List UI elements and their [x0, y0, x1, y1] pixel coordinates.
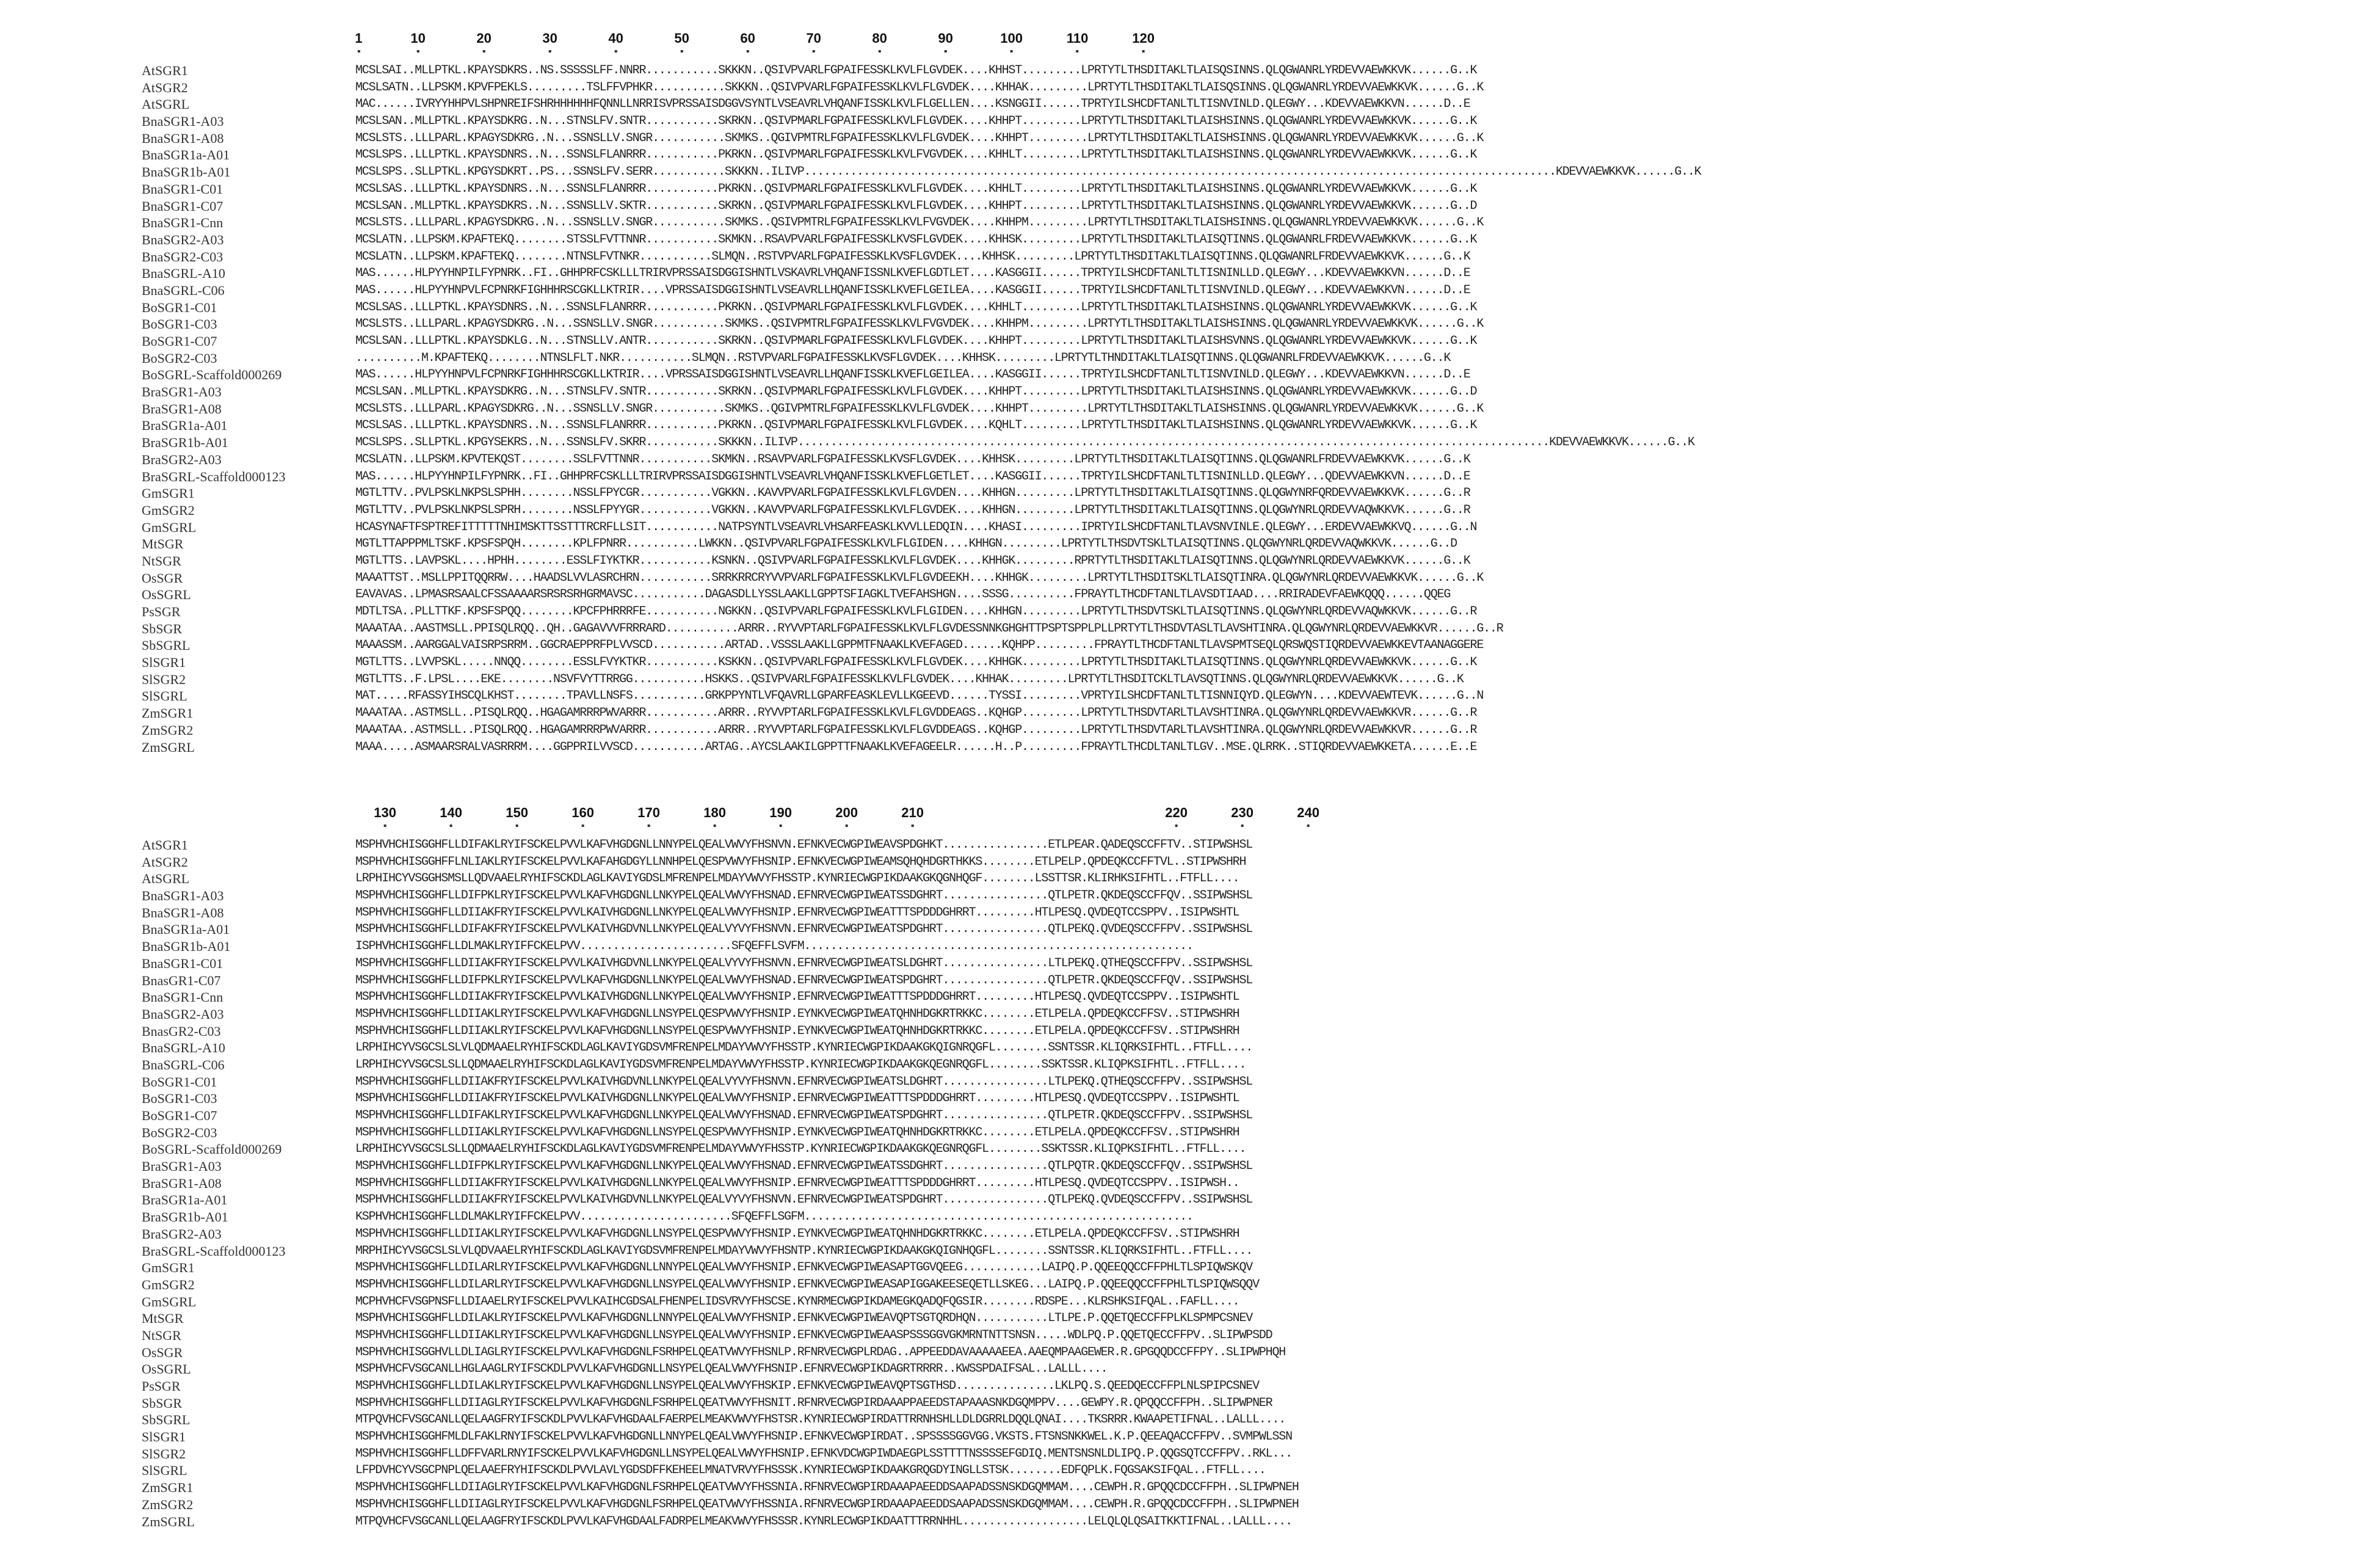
- sequence-label: BnaSGR1-C01: [142, 955, 223, 971]
- ruler-tick: 210: [901, 805, 924, 820]
- sequence-residues: MGTLTTV..PVLPSKLNKPSLSPHH........NSSLFPYCGR...........VGKKN..KAVVPVARLFGPAIFESSKLKVLFLGVDEN....KHHGN.........LPRTYTLTHSDITAKLTLAISQTINNS.QLQGWYNRFQRDEVVAEWKKVK......G..R: [355, 486, 1470, 501]
- ruler-tick: 230: [1231, 805, 1253, 820]
- sequence-residues: ISPHVHCHISGGHFLLDLMAKLRYIFFCKELPVV.......................SFQEFFLSVFM...........................................................: [355, 939, 1193, 954]
- sequence-residues: MSPHVHCHISGGHFLLDFFVARLRNYIFSCKELPVVLKAFVHGDGNLLNSYPELQEALVWVYFHSNIP.EFNKVDCWGPIWDAEGPLSSTTTTNSSSSEFGDIQ.MENTSNSNLDLIPQ.P.QQGSQTCCFFPV..RKL...: [355, 1446, 1292, 1461]
- alignment-row: [0, 1107, 2380, 1124]
- ruler-tick: 20: [476, 31, 492, 46]
- alignment-row: [0, 536, 2380, 553]
- sequence-label: AtSGR1: [142, 837, 188, 853]
- sequence-label: BraSGR1-A08: [142, 401, 222, 417]
- alignment-row: [0, 586, 2380, 603]
- sequence-residues: MAT.....RFASSYIHSCQLKHST........TPAVLLNSFS...........GRKPPYNTLVFQAVRLLGPARFEASKLEVLLKGEEVD......TYSSI.........VPRTYILSHCDFTANLTLTISNNIQYD.QLEGWYN....KDEVVAEWTEVK......G..N: [355, 689, 1484, 704]
- sequence-label: SbSGRL: [142, 638, 190, 653]
- sequence-label: ZmSGR1: [142, 705, 194, 721]
- sequence-label: BnaSGRL-A10: [142, 1040, 225, 1056]
- alignment-row: [0, 1310, 2380, 1327]
- sequence-label: SbSGR: [142, 1395, 183, 1411]
- sequence-label: SlSGR1: [142, 1429, 186, 1445]
- alignment-row: [0, 130, 2380, 147]
- sequence-residues: MSPHVHCHISGGHFMLDLFAKLRNYIFSCKELPVVLKAFVHGDGNLLNNYPELQEALVWVYFHSNIP.EFNKVECWGPIRDAT..SPSSSSGGVGG.VKSTS.FTSNSNKKWEL.K.P.QEEAQACCFFPV..SVMPWLSSN: [355, 1430, 1292, 1444]
- sequence-label: SlSGR2: [142, 1446, 186, 1462]
- sequence-label: BnaSGR1a-A01: [142, 922, 230, 937]
- alignment-row: [0, 214, 2380, 231]
- sequence-label: BnaSGRL-A10: [142, 266, 225, 282]
- sequence-residues: MSPHVHCHISGGHFLLDIIAKLRYIFSCKELPVVLKAFVHGDGNLLNSYPELQESPVWVYFHSNIP.EYNKVECWGPIWEATQHNHDGKRTRKKC........ETLPELA.QPDEQKCCFFSV..STIPWSHRH: [355, 1024, 1239, 1038]
- sequence-residues: MGTLTTS..LVVPSKL.....NNQQ........ESSLFVYKTKR...........KSKKN..QSIVPVARLFGPAIFESSKLKVLFLGVDEK....KHHGK.........LPRTYTLTHSDITAKLTLAISQTINNS.QLQGWYNRLQRDEVVAEWKKVK......G..K: [355, 655, 1477, 670]
- ruler-tick: 240: [1297, 805, 1319, 820]
- sequence-residues: MGTLTTS..F.LPSL....EKE........NSVFVYTTRRGG...........HSKKS..QSIVPVARLFGPAIFESSKLKVLFLGVDEK....KHHAK.........LPRTYTLTHSDITCKLTLAVSQTINNS.QLQGWYNRLQRDEVVAEWKKVK......G..K: [355, 672, 1464, 686]
- sequence-residues: MAAATAA..AASTMSLL.PPISQLRQQ..QH..GAGAVVVFRRRARD...........ARRR..RYVVPTARLFGPAIFESSKLKVLFLGVDESSNNKGHGHTTPSPTSPPLPLLPRTYTLTHSDVTASLTLAVSHTINRA.QLQGWYNRLQRDEVVAEWKKVR......G..R: [355, 621, 1503, 636]
- alignment-row: [0, 147, 2380, 164]
- alignment-row: [0, 1124, 2380, 1141]
- sequence-label: BoSGR2-C03: [142, 1124, 217, 1140]
- alignment-row: [0, 1006, 2380, 1023]
- alignment-row: [0, 1141, 2380, 1158]
- sequence-residues: MSPHVHCHISGGHFLLDIIAKFRYIFSCKELPVVLKAIVHGDGNLLNKYPELQEALVWVYFHSNIP.EFNRVECWGPIWEATTTSPDDDGHRRT.........HTLPESQ.QVDEQTCCSPPV..ISIPWSHTL: [355, 990, 1239, 1005]
- alignment-row: [0, 96, 2380, 113]
- sequence-residues: MSPHVHCHISGGHFLLDIFAKLRYIFSCKELPVVLKAFVHGDGNLLNKYPELQEALVWVYFHSNAD.EFNRVECWGPIWEATSPDGHRT................QTLPETR.QKDEQSCCFFPV..SSIPWSHSL: [355, 1108, 1253, 1123]
- alignment-row: [0, 1243, 2380, 1260]
- alignment-row: [0, 1175, 2380, 1192]
- alignment-row: [0, 1192, 2380, 1209]
- sequence-label: OsSGR: [142, 1344, 183, 1360]
- sequence-label: GmSGR2: [142, 502, 195, 518]
- sequence-label: ZmSGRL: [142, 1513, 195, 1529]
- sequence-label: BraSGR1-A03: [142, 1159, 222, 1174]
- sequence-residues: MAS......HLPYYHNPVLFCPNRKFIGHHHRSCGKLLKTRIR....VPRSSAISDGGISHNTLVSEAVRLLHQANFISSKLKVEFLGEILEA....KASGGII......TPRTYILSHCDFTANLTLTISNVINLD.QLEGWY...KDEVVAEWKKVN......D..E: [355, 368, 1470, 382]
- alignment-row: [0, 350, 2380, 367]
- alignment-row: [0, 553, 2380, 570]
- sequence-residues: MCSLSATN..LLPSKM.KPVFPEKLS.........TSLFFVPHKR...........SKKKN..QSIVPVARLFGPAIFESSKLKVLFLGVDEK....KHHAK.........LPRTYTLTHSDITAKLTLAISQSINNS.QLQGWANRLYRDEVVAEWKKVK......G..K: [355, 80, 1484, 95]
- alignment-row: [0, 1479, 2380, 1496]
- ruler-tick: 190: [769, 805, 792, 820]
- sequence-label: OsSGR: [142, 570, 183, 586]
- alignment-row: [0, 316, 2380, 333]
- alignment-row: [0, 654, 2380, 671]
- alignment-row: [0, 1496, 2380, 1513]
- alignment-row: [0, 1395, 2380, 1412]
- sequence-residues: MSPHVHCHISGGHFLLDIIAKFRYIFSCKELPVVLKAIVHGDVNLLNKYPELQEALVYVYFHSNVN.EFNRVECWGPIWEATSLDGHRT................LTLPEKQ.QTHEQSCCFFPV..SSIPWSHSL: [355, 1074, 1253, 1089]
- sequence-residues: MAS......HLPYYHNPILFYPNRK..FI..GHHPRFCSKLLLTRIRVPRSSAISDGGISHNTLVSKAVRLVHQANFISSNLKVEFLGDTLET....KASGGII......TPRTYILSHCDFTANLTLTISNINLLD.QLEGWY...KDEVVAEWKKVN......D..E: [355, 266, 1470, 281]
- sequence-label: AtSGR2: [142, 854, 188, 870]
- sequence-residues: MDTLTSA..PLLTTKF.KPSFSPQQ........KPCFPHRRRFE...........NGKKN..QSIVPVARLFGPAIFESSKLKVLFLGIDEN....KHHGN.........LPRTYTLTHSDVTSKLTLAISQTINNS.QLQGWYNRLQRDEVVAQWKKVK......G..R: [355, 605, 1477, 619]
- sequence-residues: MSPHVHCHISGGHFLLDIFPKLRYIFSCKELPVVLKAFVHGDGNLLNKYPELQEALVWVYFHSNAD.EFNRVECWGPIWEATSPDGHRT................QTLPETR.QKDEQSCCFFQV..SSIPWSHSL: [355, 973, 1253, 988]
- sequence-label: AtSGRL: [142, 871, 190, 887]
- sequence-label: BnaSGR1b-A01: [142, 164, 231, 180]
- sequence-label: BraSGR2-A03: [142, 451, 222, 467]
- alignment-row: [0, 502, 2380, 519]
- sequence-label: OsSGRL: [142, 587, 191, 603]
- position-ruler: [0, 31, 2380, 67]
- alignment-row: [0, 1513, 2380, 1531]
- sequence-residues: MGTLTTV..PVLPSKLNKPSLSPRH........NSSLFPYYGR...........VGKKN..KAVVPVARLFGPAIFESSKLKVLFLGVDEK....KHHGN.........LPRTYTLTHSDITAKLTLAISQTINNS.QLQGWYNRLQRDEVVAQWKKVK......G..R: [355, 503, 1470, 517]
- ruler-tick: 130: [374, 805, 396, 820]
- alignment-row: [0, 1361, 2380, 1378]
- sequence-label: BraSGRL-Scaffold000123: [142, 1243, 286, 1259]
- sequence-label: BraSGR1a-A01: [142, 1192, 228, 1208]
- alignment-row: [0, 887, 2380, 905]
- sequence-label: GmSGR1: [142, 1260, 195, 1276]
- sequence-label: BraSGRL-Scaffold000123: [142, 468, 286, 484]
- sequence-residues: MCSLSAN..MLLPTKL.KPAYSDKRS..N...SSNSLLV.SKTR...........SKRKN..QSIVPMARLFGPAIFESSKLKVLFLGVDEK....KHHPT.........LPRTYTLTHSDITAKLTLAISHSINNS.QLQGWANRLYRDEVVAEWKKVK......G..D: [355, 198, 1477, 213]
- sequence-residues: MSPHVHCHISGGHFLLDIFPKLRYIFSCKELPVVLKAFVHGDGNLLNKYPELQEALVWVYFHSNAD.EFNRVECWGPIWEATSSDGHRT................QTLPETR.QKDEQSCCFFQV..SSIPWSHSL: [355, 889, 1253, 903]
- alignment-row: [0, 722, 2380, 739]
- sequence-residues: MSPHVHCHISGGHFLLDIIAKFRYIFSCKELPVVLKAIVHGDVNLLNKYPELQEALVYVYFHSNVN.EFNRVECWGPIWEATSLDGHRT................LTLPEKQ.QTHEQSCCFFPV..SSIPWSHSL: [355, 956, 1253, 970]
- alignment-row: [0, 451, 2380, 468]
- alignment-row: [0, 79, 2380, 96]
- position-ruler: [0, 805, 2380, 842]
- alignment-row: [0, 1344, 2380, 1361]
- sequence-label: SlSGRL: [142, 688, 187, 704]
- sequence-residues: MSPHVHCFVSGCANLLHGLAAGLRYIFSCKDLPVVLKAFVHGDGNLLNSYPELQEALVWVYFHSNIP.EFNRVECWGPIKDAGRTRRRR..KWSSPDAIFSAL..LALLL....: [355, 1362, 1108, 1377]
- sequence-label: AtSGR2: [142, 79, 188, 95]
- sequence-residues: MCSLSAN..LLLPTKL.KPAYSDKLG..N...STNSLLV.ANTR...........SKRKN..QSIVPMARLFGPAIFESSKLKVLFLGVDEK....KHHPT.........LPRTYTLTHSDITAKLTLAISHSVNNS.QLQGWANRLYRDEVVAEWKKVK......G..K: [355, 334, 1477, 348]
- sequence-residues: MGTLTTS..LAVPSKL....HPHH........ESSLFIYKTKR...........KSNKN..QSIVPVARLFGPAIFESSKLKVLFLGVDEK....KHHGK.........RPRTYTLTHSDITAKLTLAISQTINNS.QLQGWYNRLQRDEVVAEWKKVK......G..K: [355, 553, 1470, 568]
- sequence-residues: MSPHVHCHISGGHFLLDILARLRYIFSCKELPVVLKAFVHGDGNLLNNYPELQEALVWVYFHSNIP.EFNKVECWGPIWEASAPTGGVQEEG............LAIPQ.P.QQEEQQCCFFPHLTLSPIQWSKQV: [355, 1261, 1253, 1275]
- sequence-label: BoSGR1-C03: [142, 316, 217, 332]
- sequence-label: BoSGRL-Scaffold000269: [142, 367, 282, 383]
- alignment-row: [0, 62, 2380, 79]
- sequence-label: OsSGRL: [142, 1361, 191, 1377]
- sequence-residues: LRPHIHCYVSGGHSMSLLQDVAAELRYHIFSCKDLAGLKAVIYGDSLMFRENPELMDAYVWVYFHSSTP.KYNRIECWGPIKDAAKGKQGNHQGF........LSSTTSR.KLIRHKSIFHTL..FTFLL....: [355, 872, 1239, 886]
- sequence-residues: MSPHVHCHISGGHFLLDIIAGLRYIFSCKELPVVLKAFVHGDGNLFSRHPELQEATVWVYFHSSNIA.RFNRVECWGPIRDAAAPAEEDDSAAPADSSNSKDGQMMAM....CEWPH.R.GPQQCDCCFFPH..SLIPWPNEH: [355, 1480, 1299, 1495]
- sequence-label: SlSGR2: [142, 671, 186, 687]
- sequence-label: BnaSGR1a-A01: [142, 147, 230, 163]
- sequence-residues: LFPDVHCYVSGCPNPLQELAAEFRYHIFSCKDLPVVLAVLYGDSDFFKEHEELMNATVRVYFHSSSK.KYNRIECWGPIKDAAKGRQGDYINGLLSTSK........EDFQPLK.FQGSAKSIFQAL..FTFLL....: [355, 1463, 1266, 1478]
- sequence-label: GmSGRL: [142, 519, 197, 535]
- sequence-label: BoSGR1-C07: [142, 333, 217, 349]
- ruler-tick: 70: [806, 31, 821, 46]
- ruler-tick: 1: [355, 31, 363, 46]
- sequence-residues: MSPHVHCHISGGHFLLDIFAKLRYIFSCKELPVVLKAFVHGDGNLLNNYPELQEALVWVYFHSNVN.EFNKVECWGPIWEAVSPDGHKT................ETLPEAR.QADEQSCCFFTV..STIPWSHSL: [355, 838, 1253, 852]
- alignment-row: [0, 1057, 2380, 1074]
- sequence-residues: MCSLSTS..LLLPARL.KPAGYSDKRG..N...SSNSLLV.SNGR...........SKMKS..QGIVPMTRLFGPAIFESSKLKVLFLGVDEK....KHHPT.........LPRTYTLTHSDITAKLTLAISHSINNS.QLQGWANRLYRDEVVAEWKKVK......G..K: [355, 131, 1484, 145]
- sequence-label: GmSGR1: [142, 486, 195, 501]
- ruler-tick: 80: [872, 31, 887, 46]
- ruler-tick: 10: [410, 31, 426, 46]
- sequence-residues: MAS......HLPYYHNPVLFCPNRKFIGHHHRSCGKLLKTRIR....VPRSSAISDGGISHNTLVSEAVRLLHQANFISSKLKVEFLGEILEA....KASGGII......TPRTYILSHCDFTANLTLTISNVINLD.QLEGWY...KDEVVAEWKKVN......D..E: [355, 283, 1470, 297]
- sequence-residues: MAAA.....ASMAARSRALVASRRRM....GGPPRILVVSCD...........ARTAG..AYCSLAAKILGPPTTFNAAKLKVEFAGEELR......H..P.........FPRAYTLTHCDLTANLTLGV..MSE.QLRRK..STIQRDEVVAEWKKETA......E..E: [355, 740, 1477, 754]
- sequence-residues: MCSLSAN..MLLPTKL.KPAYSDKRG..N...STNSLFV.SNTR...........SKRKN..QSIVPMARLFGPAIFESSKLKVLFLGVDEK....KHHPT.........LPRTYTLTHSDITAKLTLAISHSINNS.QLQGWANRLYRDEVVAEWKKVK......G..K: [355, 114, 1477, 129]
- ruler-tick: 100: [1000, 31, 1023, 46]
- alignment-row: [0, 688, 2380, 705]
- sequence-label: BnasGR2-C03: [142, 1023, 221, 1039]
- sequence-label: BraSGR2-A03: [142, 1226, 222, 1242]
- sequence-residues: MCSLSPS..SLLPTKL.KPGYSDKRT..PS...SSNSLFV.SERR...........SKKKN..ILIVP..................................................................................................................KDEVVAEWKKVK......G..K: [355, 165, 1701, 180]
- sequence-residues: MSPHVHCHISGGHFLLDILAKLRYIFSCKELPVVLKAFVHGDGNLLNNYPELQEALVWVYFHSNIP.EFNKVECWGPIWEAVQPTSGTQRDHQN...........LTLPE.P.QQETQECCFFPLKLSPMPCSNEV: [355, 1311, 1253, 1326]
- ruler-tick: 180: [703, 805, 726, 820]
- sequence-label: BoSGR1-C01: [142, 299, 217, 315]
- sequence-label: BraSGR1-A03: [142, 384, 222, 400]
- sequence-label: SlSGRL: [142, 1463, 187, 1479]
- alignment-row: [0, 921, 2380, 938]
- sequence-label: NtSGR: [142, 1327, 181, 1343]
- sequence-residues: HCASYNAFTFSPTREFITTTTTNHIMSKTTSSTTTRCRFLLSIT...........NATPSYNTLVSEAVRLVHSARFEASKLKVVLLEDQIN....KHASI.........IPRTYILSHCDFTANLTLAVSNVINLE.QLEGWY...ERDEVVAEWKKVQ......G..N: [355, 520, 1477, 534]
- alignment-row: [0, 603, 2380, 621]
- alignment-row: [0, 570, 2380, 587]
- sequence-residues: MSPHVHCHISGGHFLLDIIAGLRYIFSCKELPVVLKAFVHGDGNLFSRHPELQEATVWVYFHSNIT.RFNRVECWGPIRDAAAPPAEEDSTAPAAASNKDGQMPPV....GEWPY.R.QPQQCCFFPH..SLIPWPNER: [355, 1396, 1272, 1410]
- sequence-label: ZmSGR2: [142, 1496, 194, 1512]
- sequence-residues: MCSLSAS..LLLPTKL.KPAYSDNRS..N...SSNSLFLANRRR...........PKRKN..QSIVPMARLFGPAIFESSKLKVLFLGVDEK....KQHLT.........LPRTYTLTHSDITAKLTLAISHSINNS.QLQGWANRLYRDEVVAEWKKVK......G..K: [355, 418, 1477, 433]
- sequence-residues: MAAATAA..ASTMSLL..PISQLRQQ..HGAGAMRRRPWVARRR...........ARRR..RYVVPTARLFGPAIFESSKLKVLFLGVDDEAGS..KQHGP.........LPRTYTLTHSDVTARLTLAVSHTINRA.QLQGWYNRLQRDEVVAEWKKVR......G..R: [355, 723, 1477, 737]
- sequence-label: MtSGR: [142, 1311, 184, 1327]
- sequence-residues: MAAASSM..AARGGALVAISRPSRRM..GGCRAEPPRFPLVVSCD...........ARTAD..VSSSLAAKLLGPPMTFNAAKLKVEFAGED......KQHPP.........FPRAYTLTHCDFTANLTLAVSPMTSEQLQRSWQSTIQRDEVVAEWKKEVTAANAGGERE: [355, 638, 1484, 653]
- alignment-row: [0, 955, 2380, 972]
- sequence-label: ZmSGRL: [142, 739, 195, 755]
- alignment-row: [0, 1462, 2380, 1479]
- alignment-row: [0, 837, 2380, 854]
- sequence-residues: MSPHVHCHISGGHFLLDIFAKFRYIFSCKELPVVLKAIVHGDVNLLNKYPELQEALVYVYFHSNVN.EFNRVECWGPIWEATSPDGHRT................QTLPEKQ.QVDEQSCCFFPV..SSIPWSHSL: [355, 922, 1253, 937]
- ruler-tick: 160: [571, 805, 594, 820]
- alignment-rows: [0, 837, 2380, 1530]
- alignment-row: [0, 366, 2380, 384]
- sequence-label: BraSGR1-A08: [142, 1175, 222, 1191]
- alignment-row: [0, 1327, 2380, 1344]
- ruler-tick: 40: [608, 31, 623, 46]
- ruler-tick: 50: [674, 31, 689, 46]
- sequence-label: BnaSGRL-C06: [142, 1057, 225, 1072]
- alignment-row: [0, 671, 2380, 688]
- ruler-tick: 140: [440, 805, 462, 820]
- sequence-label: BnaSGR1-C07: [142, 198, 223, 214]
- ruler-tick: 90: [938, 31, 953, 46]
- sequence-residues: MCSLATN..LLPSKM.KPVTEKQST........SSLFVTTNNR...........SKMKN..RSAVPVARLFGPAIFESSKLKVSFLGVDEK....KHHSK.........LPRTYTLTHSDITAKLTLAISQTINNS.QLQGWANRLFRDEVVAEWKKVK......G..K: [355, 452, 1470, 467]
- sequence-residues: MCSLSTS..LLLPARL.KPAGYSDKRG..N...SSNSLLV.SNGR...........SKMKS..QGIVPMTRLFGPAIFESSKLKVLFLGVDEK....KHHPT.........LPRTYTLTHSDITAKLTLAISHSINNS.QLQGWANRLYRDEVVAEWKKVK......G..K: [355, 401, 1484, 416]
- sequence-residues: MSPHVHCHISGGHFLLDIIAKLRYIFSCKELPVVLKAFVHGDGNLLNSYPELQEALVWVYFHSNIP.EFNKVECWGPIWEAASPSSSGGVGKMRNTNTTSNSN.....WDLPQ.P.QQETQECCFFPV..SLIPWPSDD: [355, 1328, 1272, 1342]
- sequence-label: BnaSGR2-A03: [142, 231, 224, 247]
- sequence-residues: MSPHVHCHISGGHFLLDIIAKFRYIFSCKELPVVLKAIVHGDGNLLNKYPELQEALVWVYFHSNIP.EFNRVECWGPIWEATTTSPDDDGHRRT.........HTLPESQ.QVDEQTCCSPPV..ISIPWSHTL: [355, 1091, 1239, 1106]
- alignment-row: [0, 637, 2380, 654]
- sequence-label: BnaSGR1-A03: [142, 888, 224, 904]
- sequence-label: BnaSGR1-A03: [142, 114, 224, 129]
- sequence-label: ZmSGR2: [142, 722, 194, 738]
- sequence-label: BoSGR2-C03: [142, 350, 217, 366]
- alignment-row: [0, 1226, 2380, 1243]
- alignment-row: [0, 198, 2380, 215]
- alignment-row: [0, 739, 2380, 756]
- sequence-residues: MSPHVHCHISGGHFFLNLIAKLRYIFSCKELPVVLKAFAHGDGYLLNNHPELQESPVWVYFHSNIP.EFNKVECWGPIWEAMSQHQHDGRTHKKS........ETLPELP.QPDEQKCCFFTVL..STIPWSHRH: [355, 854, 1246, 869]
- alignment-row: [0, 854, 2380, 871]
- alignment-row: [0, 1209, 2380, 1226]
- alignment-row: [0, 384, 2380, 401]
- ruler-tick: 110: [1066, 31, 1089, 46]
- sequence-label: BnaSGR2-C03: [142, 249, 223, 264]
- alignment-row: [0, 164, 2380, 181]
- alignment-row: [0, 938, 2380, 955]
- ruler-tick: 150: [506, 805, 528, 820]
- sequence-residues: MCSLSPS..LLLPTKL.KPAYSDNRS..N...SSNSLFLANRRR...........PKRKN..QSIVPMARLFGPAIFESSKLKVLFVGVDEK....KHHLT.........LPRTYTLTHSDITAKLTLAISHSINNS.QLQGWANRLYRDEVVAEWKKVK......G..K: [355, 148, 1477, 162]
- alignment-row: [0, 519, 2380, 536]
- sequence-residues: ..........M.KPAFTEKQ........NTNSLFLT.NKR...........SLMQN..RSTVPVARLFGPAIFESSKLKVSFLGVDEK....KHHSK.........LPRTYTLTHNDITAKLTLAISQTINNS.QLQGWANRLFRDEVVAEWKKVK......G..K: [355, 351, 1451, 365]
- alignment-row: [0, 1023, 2380, 1040]
- sequence-residues: MCSLSPS..SLLPTKL.KPGYSEKRS..N...SSNSLFV.SKRR...........SKKKN..ILIVP..................................................................................................................KDEVVAEWKKVK......G..K: [355, 435, 1694, 450]
- alignment-row: [0, 417, 2380, 434]
- sequence-label: ZmSGR1: [142, 1480, 194, 1496]
- sequence-label: BoSGR1-C01: [142, 1074, 217, 1090]
- sequence-residues: MCSLSAS..LLLPTKL.KPAYSDNRS..N...SSNSLFLANRRR...........PKRKN..QSIVPMARLFGPAIFESSKLKVLFLGVDEK....KHHLT.........LPRTYTLTHSDITAKLTLAISHSINNS.QLQGWANRLYRDEVVAEWKKVK......G..K: [355, 300, 1477, 315]
- alignment-row: [0, 972, 2380, 989]
- sequence-residues: MSPHVHCHISGGHVLLDLIAGLRYIFSCKELPVVLKAFVHGDGNLFSRHPELQEATVWVYFHSNLP.RFNRVECWGPLRDAG..APPEEDDAVAAAAAEEA.AAEQMPAAGEWER.R.GPGQQDCCFFPY..SLIPWPHQH: [355, 1345, 1286, 1360]
- alignment-row: [0, 485, 2380, 502]
- sequence-label: BnaSGR1-A08: [142, 905, 224, 920]
- sequence-residues: MSPHVHCHISGGHFLLDILAKLRYIFSCKELPVVLKAFVHGDGNLLNSYPELQEALVWVYFHSKIP.EFNKVECWGPIWEAVQPTSGTHSD...............LKLPQ.S.QEEDQECCFFPLNLSPIPCSNEV: [355, 1379, 1259, 1393]
- alignment-row: [0, 282, 2380, 299]
- sequence-residues: MSPHVHCHISGGHFLLDIIAKFRYIFSCKELPVVLKAIVHGDVNLLNKYPELQEALVYVYFHSNVN.EFNRVECWGPIWEATSPDGHRT................QTLPEKQ.QVDEQSCCFFPV..SSIPWSHSL: [355, 1193, 1253, 1207]
- sequence-label: BoSGRL-Scaffold000269: [142, 1141, 282, 1157]
- sequence-residues: LRPHIHCYVSGCSLSLLQDMAAELRYHIFSCKDLAGLKAVIYGDSVMFRENPELMDAYVWVYFHSSTP.KYNRIECWGPIKDAAKGKQEGNRQGFL........SSKTSSR.KLIQPKSIFHTL..FTFLL....: [355, 1142, 1246, 1157]
- sequence-residues: LRPHIHCYVSGCSLSLLQDMAAELRYHIFSCKDLAGLKAVIYGDSVMFRENPELMDAYVWVYFHSSTP.KYNRIECWGPIKDAAKGKQEGNRQGFL........SSKTSSR.KLIQPKSIFHTL..FTFLL....: [355, 1057, 1246, 1072]
- sequence-residues: MSPHVHCHISGGHFLLDILARLRYIFSCKELPVVLKAFVHGDGNLLNSYPELQEALVWVYFHSNIP.EFNKVECWGPIWEASAPIGGAKEESEQETLLSKEG...LAIPQ.P.QQEEQQCCFFPHLTLSPIQWSQQV: [355, 1277, 1259, 1292]
- ruler-tick: 220: [1165, 805, 1188, 820]
- sequence-residues: MSPHVHCHISGGHFLLDIFPKLRYIFSCKELPVVLKAFVHGDGNLLNKYPELQEALVWVYFHSNAD.EFNRVECWGPIWEATSSDGHRT................QTLPQTR.QKDEQSCCFFQV..SSIPWSHSL: [355, 1159, 1253, 1174]
- alignment-row: [0, 468, 2380, 486]
- alignment-row: [0, 1411, 2380, 1429]
- alignment-rows: [0, 62, 2380, 755]
- sequence-label: GmSGRL: [142, 1294, 197, 1309]
- sequence-residues: MSPHVHCHISGGHFLLDIIAKFRYIFSCKELPVVLKAIVHGDGNLLNKYPELQEALVWVYFHSNIP.EFNRVECWGPIWEATTTSPDDDGHRRT.........HTLPESQ.QVDEQTCCSPPV..ISIPWSH..: [355, 1176, 1239, 1190]
- alignment-row: [0, 333, 2380, 350]
- alignment-row: [0, 1259, 2380, 1276]
- alignment-row: [0, 1294, 2380, 1311]
- alignment-row: [0, 905, 2380, 922]
- sequence-label: MtSGR: [142, 536, 184, 552]
- sequence-residues: MSPHVHCHISGGHFLLDIIAKLRYIFSCKELPVVLKAFVHGDGNLLNSYPELQESPVWVYFHSNIP.EYNKVECWGPIWEATQHNHDGKRTRKKC........ETLPELA.QPDEQKCCFFSV..STIPWSHRH: [355, 1007, 1239, 1021]
- sequence-label: PsSGR: [142, 604, 181, 619]
- alignment-row: [0, 249, 2380, 266]
- alignment-row: [0, 621, 2380, 638]
- alignment-row: [0, 1090, 2380, 1107]
- sequence-residues: MSPHVHCHISGGHFLLDIIAGLRYIFSCKELPVVLKAFVHGDGNLFSRHPELQEATVWVYFHSSNIA.RFNRVECWGPIRDAAAPAEEDDSAAPADSSNSKDGQMMAM....CEWPH.R.GPQQCDCCFFPH..SLIPWPNEH: [355, 1497, 1299, 1512]
- alignment-row: [0, 113, 2380, 130]
- ruler-tick: 170: [637, 805, 660, 820]
- alignment-row: [0, 705, 2380, 722]
- sequence-residues: MTPQVHCFVSGCANLLQELAAGFRYIFSCKDLPVVLKAFVHGDAALFADRPELMEAKVWVYFHSSSR.KYNRLECWGPIKDAATTTRRNHHL...................LELQLQLQSAITKKTIFNAL..LALLL....: [355, 1514, 1292, 1529]
- sequence-residues: MSPHVHCHISGGHFLLDIIAKLRYIFSCKELPVVLKAFVHGDGNLLNSYPELQESPVWVYFHSNIP.EYNKVECWGPIWEATQHNHDGKRTRKKC........ETLPELA.QPDEQKCCFFSV..STIPWSHRH: [355, 1226, 1239, 1241]
- sequence-label: BraSGR1b-A01: [142, 435, 228, 451]
- sequence-label: BnaSGR2-A03: [142, 1006, 224, 1022]
- alignment-row: [0, 434, 2380, 451]
- sequence-residues: MCSLATN..LLPSKM.KPAFTEKQ........NTNSLFVTNKR...........SLMQN..RSTVPVARLFGPAIFESSKLKVSFLGVDEK....KHHSK.........LPRTYTLTHSDITAKLTLAISQTINNS.QLQGWANRLFRDEVVAEWKKVK......G..K: [355, 249, 1470, 264]
- sequence-residues: KSPHVHCHISGGHFLLDLMAKLRYIFFCKELPVV.......................SFQEFFLSGFM...........................................................: [355, 1210, 1193, 1225]
- sequence-label: NtSGR: [142, 553, 181, 569]
- alignment-row: [0, 1039, 2380, 1057]
- sequence-label: AtSGRL: [142, 96, 190, 112]
- sequence-residues: MCSLSAI..MLLPTKL.KPAYSDKRS..NS.SSSSSLFF.NNRR...........SKKKN..QSIVPVARLFGPAIFESSKLKVLFLGVDEK....KHHST.........LPRTYTLTHSDITAKLTLAISQSINNS.QLQGWANRLYRDEVVAEWKKVK......G..K: [355, 64, 1477, 78]
- alignment-row: [0, 1074, 2380, 1091]
- sequence-residues: MSPHVHCHISGGHFLLDIIAKFRYIFSCKELPVVLKAIVHGDGNLLNKYPELQEALVWVYFHSNIP.EFNRVECWGPIWEATTTSPDDDGHRRT.........HTLPESQ.QVDEQTCCSPPV..ISIPWSHTL: [355, 905, 1239, 920]
- sequence-residues: MAAATAA..ASTMSLL..PISQLRQQ..HGAGAMRRRPWVARRR...........ARRR..RYVVPTARLFGPAIFESSKLKVLFLGVDDEAGS..KQHGP.........LPRTYTLTHSDVTARLTLAVSHTINRA.QLQGWYNRLQRDEVVAEWKKVR......G..R: [355, 706, 1477, 721]
- sequence-label: GmSGR2: [142, 1276, 195, 1292]
- ruler-tick: 200: [835, 805, 858, 820]
- sequence-label: BnasGR1-C07: [142, 972, 221, 988]
- sequence-residues: MSPHVHCHISGGHFLLDIIAKLRYIFSCKELPVVLKAFVHGDGNLLNSYPELQESPVWVYFHSNIP.EYNKVECWGPIWEATQHNHDGKRTRKKC........ETLPELA.QPDEQKCCFFSV..STIPWSHRH: [355, 1125, 1239, 1140]
- sequence-residues: MAAATTST..MSLLPPITQQRRW....HAADSLVVLASRCHRN...........SRRKRRCRYVVPVARLFGPAIFESSKLKVLFLGVDEEKH....KHHGK.........LPRTYTLTHSDITSKLTLAISQTINRA.QLQGWYNRLQRDEVVAEWKKVK......G..K: [355, 570, 1484, 585]
- alignment-row: [0, 1276, 2380, 1294]
- alignment-row: [0, 299, 2380, 316]
- alignment-row: [0, 265, 2380, 282]
- sequence-label: BnaSGR1-C01: [142, 181, 223, 197]
- sequence-residues: MAS......HLPYYHNPILFYPNRK..FI..GHHPRFCSKLLLTRIRVPRSSAISDGGISHNTLVSEAVRLVHQANFISSKLKVEFLGETLET....KASGGII......TPRTYILSHCDFTANLTLTISNINLLD.QLEGWY...QDEVVAEWKKVN......D..E: [355, 469, 1470, 484]
- sequence-label: BraSGR1a-A01: [142, 418, 228, 434]
- sequence-label: SlSGR1: [142, 655, 186, 671]
- sequence-residues: MRPHIHCYVSGCSLSLVLQDVAAELRYHIFSCKDLAGLKAVIYGDSVMFRENPELMDAYVWVYFHSNTP.KYNRIECWGPIKDAAKGKQIGNHQGFL........SSNTSSR.KLIQRKSIFHTL..FTFLL....: [355, 1243, 1253, 1258]
- ruler-tick: 30: [542, 31, 557, 46]
- sequence-label: BnaSGR1-Cnn: [142, 989, 223, 1005]
- sequence-label: BoSGR1-C03: [142, 1091, 217, 1107]
- sequence-residues: EAVAVAS..LPMASRSAALCFSSAAAARSRSRSRHGRMAVSC...........DAGASDLLYSSLAAKLLGPPTSFIAGKLTVEFAHSHGN....SSSG..........FPRAYTLTHCDFTANLTLAVSDTIAAD....RRIRADEVFAEWKQQQ......QQEG: [355, 588, 1451, 602]
- sequence-label: BnaSGR1b-A01: [142, 939, 231, 955]
- sequence-residues: MAC......IVRYYHHPVLSHPNREIFSHRHHHHHHFQNNLLNRRISVPRSSAISDGGVSYNTLVSEAVRLVHQANFISSKLKVLFLGELLEN....KSNGGII......TPRTYILSHCDFTANLTLTISNVINLD.QLEGWY...KDEVVAEWKKVN......D..E: [355, 97, 1470, 112]
- alignment-row: [0, 1446, 2380, 1463]
- sequence-residues: MCSLSAN..MLLPTKL.KPAYSDKRG..N...STNSLFV.SNTR...........SKRKN..QSIVPMARLFGPAIFESSKLKVLFLGVDEK....KHHPT.........LPRTYTLTHSDITAKLTLAISHSINNS.QLQGWANRLYRDEVVAEWKKVK......G..D: [355, 385, 1477, 399]
- alignment-row: [0, 1378, 2380, 1395]
- alignment-row: [0, 181, 2380, 198]
- sequence-residues: MGTLTTAPPPMLTSKF.KPSFSPQH........KPLFPNRR...........LWKKN..QSIVPVARLFGPAIFESSKLKVLFLGIDEN....KHHGN.........LPRTYTLTHSDVTSKLTLAISQTINNS.QLQGWYNRLQRDEVVAQWKKVK......G..D: [355, 537, 1457, 551]
- sequence-label: PsSGR: [142, 1378, 181, 1394]
- alignment-row: [0, 989, 2380, 1006]
- sequence-residues: MCSLSTS..LLLPARL.KPAGYSDKRG..N...SSNSLLV.SNGR...........SKMKS..QSIVPMTRLFGPAIFESSKLKVLFVGVDEK....KHHPM.........LPRTYTLTHSDITAKLTLAISHSINNS.QLQGWANRLYRDEVVAEWKKVK......G..K: [355, 317, 1484, 332]
- sequence-label: AtSGR1: [142, 63, 188, 78]
- sequence-label: BnaSGR1-A08: [142, 130, 224, 146]
- alignment-row: [0, 1429, 2380, 1446]
- sequence-label: BnaSGR1-Cnn: [142, 215, 223, 231]
- sequence-residues: MTPQVHCFVSGCANLLQELAAGFRYIFSCKDLPVVLKAFVHGDAALFAERPELMEAKVWVYFHSTSR.KYNRIECWGPIRDATTRRNHSHLLDLDGRRLDQQLQNAI....TKSRRR.KWAAPETIFNAL..LALLL....: [355, 1413, 1286, 1427]
- sequence-residues: MCPHVHCFVSGPNSFLLDIAAELRYIFSCKELPVVLKAIHCGDSALFHENPELIDSVRVYFHSCSE.KYNRMECWGPIKDAMEGKQADQFQGSIR........RDSPE...KLRSHKSIFQAL..FAFLL....: [355, 1294, 1239, 1309]
- sequence-label: SbSGR: [142, 621, 183, 636]
- sequence-label: BnaSGRL-C06: [142, 282, 225, 298]
- alignment-row: [0, 401, 2380, 418]
- alignment-row: [0, 231, 2380, 249]
- sequence-residues: MCSLATN..LLPSKM.KPAFTEKQ........STSSLFVTTNNR...........SKMKN..RSAVPVARLFGPAIFESSKLKVSFLGVDEK....KHHSK.........LPRTYTLTHSDITAKLTLAISQTINNS.QLQGWANRLFRDEVVAEWKKVK......G..K: [355, 232, 1477, 247]
- sequence-residues: MCSLSTS..LLLPARL.KPAGYSDKRG..N...SSNSLLV.SNGR...........SKMKS..QSIVPMTRLFGPAIFESSKLKVLFVGVDEK....KHHPM.........LPRTYTLTHSDITAKLTLAISHSINNS.QLQGWANRLYRDEVVAEWKKVK......G..K: [355, 216, 1484, 230]
- alignment-row: [0, 1158, 2380, 1175]
- sequence-residues: MCSLSAS..LLLPTKL.KPAYSDNRS..N...SSNSLFLANRRR...........PKRKN..QSIVPMARLFGPAIFESSKLKVLFLGVDEK....KHHLT.........LPRTYTLTHSDITAKLTLAISHSINNS.QLQGWANRLYRDEVVAEWKKVK......G..K: [355, 181, 1477, 196]
- sequence-residues: LRPHIHCYVSGCSLSLVLQDMAAELRYHIFSCKDLAGLKAVIYGDSVMFRENPELMDAYVWVYFHSSTP.KYNRIECWGPIKDAAKGKQIGNRQGFL........SSNTSSR.KLIQRKSIFHTL..FTFLL....: [355, 1041, 1253, 1055]
- sequence-label: BraSGR1b-A01: [142, 1209, 228, 1225]
- alignment-row: [0, 870, 2380, 887]
- ruler-tick: 120: [1132, 31, 1155, 46]
- ruler-tick: 60: [740, 31, 755, 46]
- sequence-label: SbSGRL: [142, 1412, 190, 1428]
- sequence-label: BoSGR1-C07: [142, 1108, 217, 1123]
